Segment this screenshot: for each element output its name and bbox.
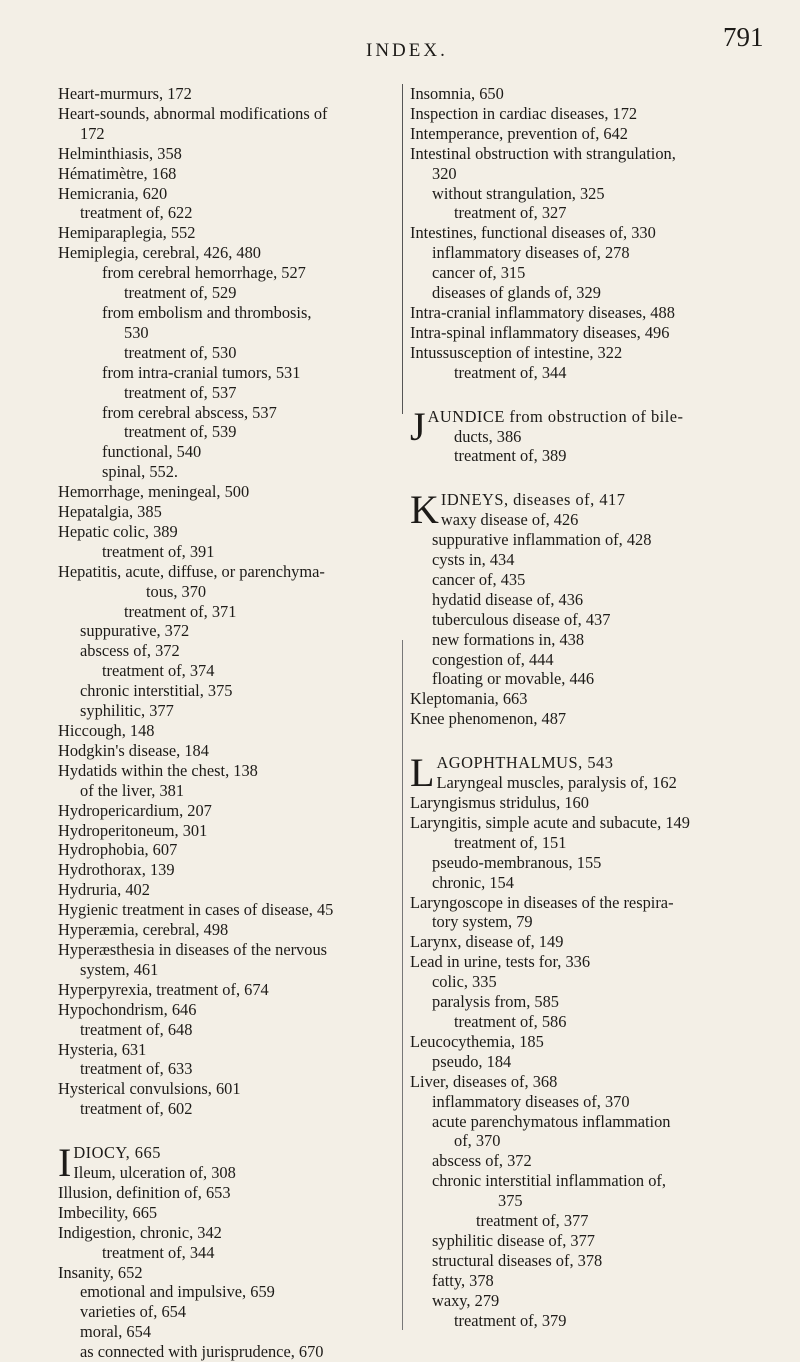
index-entry: Hydatids within the chest, 138: [58, 760, 258, 780]
index-entry: varieties of, 654: [80, 1302, 187, 1322]
index-list-insomnia: [410, 84, 795, 383]
index-entry: Hypochondrism, 646: [58, 999, 197, 1019]
index-entry: Hodgkin's disease, 184: [58, 740, 209, 760]
index-entry: of the liver, 381: [80, 780, 185, 800]
index-entry: emotional and impulsive, 659: [80, 1282, 275, 1302]
index-entry: Hiccough, 148: [58, 721, 155, 740]
index-entry: Leucocythemia, 185: [410, 1031, 544, 1051]
index-entry: treatment of, 389: [454, 446, 567, 466]
index-entry: treatment of, 151: [454, 832, 567, 852]
index-entry: Knee phenomenon, 487: [410, 709, 567, 729]
page-header: [0, 22, 800, 62]
index-entry: syphilitic, 377: [80, 701, 174, 721]
index-entry: treatment of, 529: [124, 283, 237, 303]
index-entry: Hepatitis, acute, diffuse, or parenchyma-: [58, 561, 325, 581]
index-entry-text: AUNDICE from obstruction of bile-: [427, 406, 684, 426]
index-section-l: [410, 750, 795, 1330]
index-entry: colic, 335: [432, 972, 497, 992]
index-entry: Illusion, definition of, 653: [58, 1182, 231, 1202]
index-list-h: [58, 84, 408, 1119]
index-entry: Hydruria, 402: [58, 880, 150, 900]
right-column: [410, 84, 795, 1330]
index-section-j: [410, 403, 795, 467]
section-initial: J: [410, 403, 426, 449]
index-entry: Hydrothorax, 139: [58, 860, 175, 880]
index-entry: Heart-sounds, abnormal modifications of: [58, 103, 328, 123]
index-entry: tory system, 79: [432, 912, 533, 932]
index-entry: treatment of, 539: [124, 422, 237, 442]
index-entry: treatment of, 327: [454, 203, 567, 223]
index-section-k: [410, 487, 795, 729]
index-entry: inflammatory diseases of, 278: [432, 243, 630, 263]
index-entry: treatment of, 530: [124, 342, 237, 362]
index-entry: floating or movable, 446: [432, 669, 595, 689]
index-entry: Helminthiasis, 358: [58, 143, 182, 163]
index-entry: pseudo-membranous, 155: [432, 852, 602, 872]
index-entry: treatment of, 648: [80, 1019, 193, 1039]
index-entry: Indigestion, chronic, 342: [58, 1222, 222, 1242]
index-entry: from cerebral abscess, 537: [102, 402, 277, 422]
index-entry: moral, 654: [80, 1322, 152, 1342]
index-entry: 320: [432, 163, 457, 183]
page-title: INDEX.: [366, 40, 448, 61]
index-entry: Insomnia, 650: [410, 84, 504, 103]
index-entry: Inspection in cardiac diseases, 172: [410, 103, 638, 123]
index-entry: Ileum, ulceration of, 308: [73, 1163, 236, 1183]
section-initial: I: [58, 1140, 72, 1186]
index-entry: Liver, diseases of, 368: [410, 1071, 558, 1091]
index-entry: as connected with jurisprudence, 670: [80, 1342, 324, 1362]
index-entry: Intestinal obstruction with strangulation,: [410, 143, 676, 163]
index-entry: tuberculous disease of, 437: [432, 609, 611, 629]
index-list-k: [410, 510, 795, 729]
index-entry: paralysis from, 585: [432, 992, 560, 1012]
index-entry: treatment of, 391: [102, 541, 215, 561]
index-entry: Intra-spinal inflammatory diseases, 496: [410, 322, 670, 342]
index-entry: cancer of, 435: [432, 569, 526, 589]
index-entry-text: AGOPHTHALMUS, 543: [436, 753, 614, 773]
index-entry: syphilitic disease of, 377: [432, 1230, 595, 1250]
index-entry: Hygienic treatment in cases of disease, 45: [58, 900, 334, 920]
index-entry: suppurative inflammation of, 428: [432, 530, 652, 550]
index-list-j: [410, 427, 795, 467]
index-entry: Hepatalgia, 385: [58, 502, 162, 522]
index-entry-text: IDNEYS, diseases of, 417: [440, 490, 626, 510]
index-entry: Hemorrhage, meningeal, 500: [58, 482, 250, 502]
index-entry: treatment of, 344: [102, 1242, 215, 1262]
index-entry: abscess of, 372: [80, 641, 180, 661]
index-entry: from cerebral hemorrhage, 527: [102, 263, 306, 283]
index-entry: Hysteria, 631: [58, 1039, 147, 1059]
index-entry-text: Laryngeal muscles, paralysis of, 162: [436, 773, 677, 793]
index-entry: Hydropericardium, 207: [58, 800, 212, 820]
index-entry: Imbecility, 665: [58, 1202, 158, 1222]
index-entry: Laryngitis, simple acute and subacute, 149: [410, 812, 690, 832]
index-entry: Hyperæsthesia in diseases of the nervous: [58, 939, 328, 959]
index-entry: Heart-murmurs, 172: [58, 84, 192, 103]
index-entry: Hepatic colic, 389: [58, 521, 178, 541]
page-number: 791: [723, 22, 764, 52]
index-entry: structural diseases of, 378: [432, 1250, 603, 1270]
index-entry: 375: [498, 1191, 523, 1211]
index-entry: diseases of glands of, 329: [432, 283, 601, 303]
index-entry: chronic, 154: [432, 872, 514, 892]
index-entry: treatment of, 633: [80, 1059, 193, 1079]
index-entry: of, 370: [454, 1131, 501, 1151]
index-entry: Lead in urine, tests for, 336: [410, 952, 591, 972]
index-entry: Hyperæmia, cerebral, 498: [58, 920, 229, 940]
index-entry: pseudo, 184: [432, 1051, 512, 1071]
index-entry: spinal, 552.: [102, 462, 179, 482]
index-entry: treatment of, 602: [80, 1099, 193, 1119]
index-entry: acute parenchymatous inflammation: [432, 1111, 671, 1131]
index-entry: treatment of, 371: [124, 601, 237, 621]
index-entry: Hématimètre, 168: [58, 163, 177, 183]
index-entry: functional, 540: [102, 442, 202, 462]
index-entry: chronic interstitial, 375: [80, 681, 233, 701]
index-entry: Insanity, 652: [58, 1262, 143, 1282]
index-entry: treatment of, 537: [124, 382, 237, 402]
index-entry: treatment of, 344: [454, 362, 567, 382]
index-entry: cysts in, 434: [432, 550, 515, 570]
index-entry: tous, 370: [146, 581, 207, 601]
index-entry: treatment of, 374: [102, 661, 215, 681]
index-entry: Hyperpyrexia, treatment of, 674: [58, 979, 269, 999]
index-entry: from intra-cranial tumors, 531: [102, 362, 301, 382]
index-entry: Kleptomania, 663: [410, 689, 528, 709]
index-entry: hydatid disease of, 436: [432, 589, 584, 609]
index-entry: chronic interstitial inflammation of,: [432, 1171, 666, 1191]
index-entry: ducts, 386: [454, 426, 522, 446]
index-entry: Intra-cranial inflammatory diseases, 488: [410, 302, 675, 322]
section-initial: K: [410, 487, 439, 533]
index-entry: new formations in, 438: [432, 629, 585, 649]
index-entry: from embolism and thrombosis,: [102, 302, 312, 322]
index-entry: Intemperance, prevention of, 642: [410, 123, 629, 143]
index-entry: Intussusception of intestine, 322: [410, 342, 623, 362]
index-entry: Laryngismus stridulus, 160: [410, 793, 589, 812]
index-entry: 172: [80, 123, 105, 143]
index-entry: inflammatory diseases of, 370: [432, 1091, 630, 1111]
index-entry: system, 461: [80, 959, 159, 979]
index-entry: treatment of, 622: [80, 203, 193, 223]
index-entry: suppurative, 372: [80, 621, 190, 641]
index-entry: Larynx, disease of, 149: [410, 932, 564, 952]
left-column: [58, 84, 408, 1362]
index-entry: Hydroperitoneum, 301: [58, 820, 208, 840]
index-section-i: [58, 1140, 408, 1362]
index-entry: abscess of, 372: [432, 1151, 532, 1171]
index-entry: treatment of, 586: [454, 1011, 567, 1031]
index-entry: waxy disease of, 426: [440, 510, 579, 530]
index-entry: Hemicrania, 620: [58, 183, 168, 203]
index-entry: treatment of, 377: [476, 1211, 589, 1231]
index-entry: waxy, 279: [432, 1290, 500, 1310]
section-initial: L: [410, 750, 435, 796]
index-entry: without strangulation, 325: [432, 183, 605, 203]
index-list-l: [410, 793, 795, 1330]
index-entry: [410, 773, 795, 793]
index-entry: Intestines, functional diseases of, 330: [410, 223, 656, 243]
index-list-i: [58, 1163, 408, 1362]
index-entry: treatment of, 379: [454, 1310, 567, 1330]
index-entry: Hemiparaplegia, 552: [58, 223, 196, 243]
index-entry: Laryngoscope in diseases of the respira-: [410, 892, 674, 912]
index-entry: 530: [124, 322, 149, 342]
index-entry: cancer of, 315: [432, 263, 526, 283]
index-entry-text: DIOCY, 665: [73, 1143, 161, 1163]
index-entry: Hemiplegia, cerebral, 426, 480: [58, 243, 261, 263]
index-entry: Hydrophobia, 607: [58, 840, 178, 860]
index-entry: Hysterical convulsions, 601: [58, 1079, 241, 1099]
index-entry: congestion of, 444: [432, 649, 554, 669]
index-entry: fatty, 378: [432, 1270, 494, 1290]
